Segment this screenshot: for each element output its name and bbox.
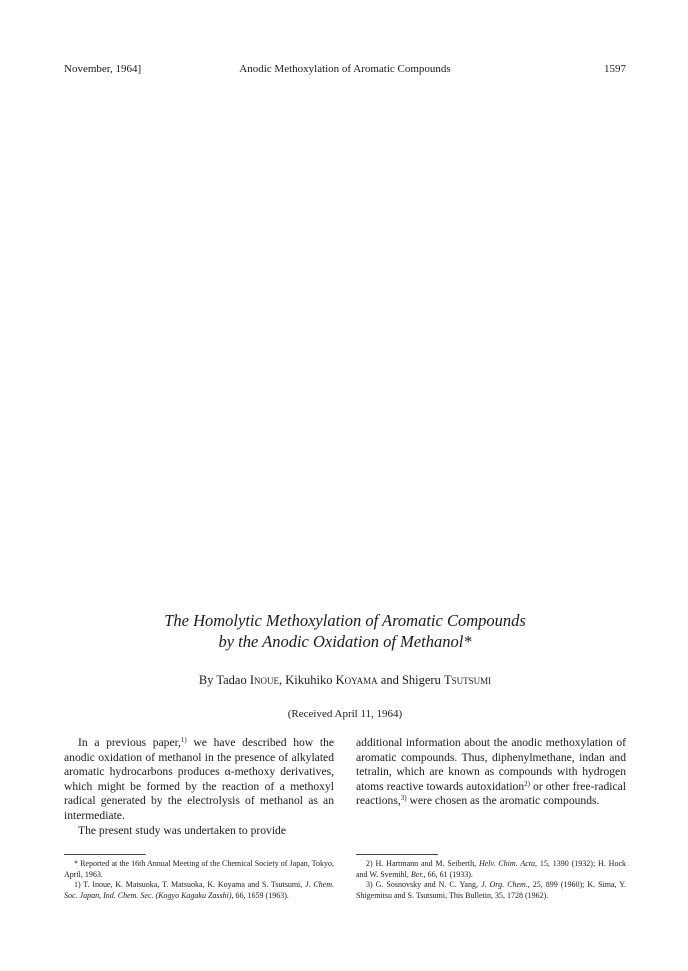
paragraph-2-continued	[356, 736, 626, 809]
footnote-3-text-b: , 25, 899 (1960); K. Sima, Y. Shigemitsu and S. Tsutsumi, This Bulletin, 35, 1728 (1962).	[356, 880, 626, 900]
paragraph-1-text-a: In a previous paper,	[78, 736, 181, 749]
paragraph-2: The present study was undertaken to provide	[78, 823, 286, 837]
header-date: November, 1964]	[64, 63, 142, 75]
author-3-surname: Tsutsumi	[443, 673, 492, 687]
footnote-2-journal-1: Helv. Chim. Acta	[478, 859, 536, 868]
title-line-1: The Homolytic Methoxylation of Aromatic Compounds	[164, 611, 526, 630]
footnote-rule-left	[64, 854, 146, 855]
footnote-2-text-c: , 66, 61 (1933).	[423, 869, 473, 879]
footnote-2-journal-2: Ber.	[410, 869, 424, 879]
footnote-1-journal: J. Chem. Soc. Japan, Ind. Chem. Sec. (Kogyo Kagaku Zasshi)	[64, 880, 334, 900]
footnote-3-journal: J. Org. Chem.	[480, 880, 528, 890]
footnote-2-text-a: 2) H. Hartmann and M. Seiberth,	[366, 859, 479, 868]
authors-by: By Tadao	[198, 673, 250, 687]
paragraph-2-text-c: were chosen as the aromatic compounds.	[406, 794, 600, 808]
footnote-rule-right	[356, 854, 438, 855]
citation-1: 1)	[180, 736, 187, 744]
footnote-3-text-a: 3) G. Sosnovsky and N. C. Yang,	[366, 880, 481, 890]
paragraph-1	[64, 736, 334, 824]
paragraph-2-text-b: or other free-radical reactions,	[356, 779, 626, 808]
authors-and: and Shigeru	[377, 673, 444, 687]
author-1-surname: Inoue	[249, 673, 280, 687]
paragraph-2-text-a: additional information about the anodic methoxylation of aromatic compounds. Thus, diphenylmethane, indan and tetralin, which are known as compounds with hydrogen atoms reactive towards autoxidation	[356, 736, 626, 793]
author-2-given: , Kikuhiko	[279, 673, 336, 687]
footnote-1-text-b: , 66, 1659 (1963).	[231, 890, 289, 900]
received-date: (Received April 11, 1964)	[287, 708, 403, 720]
footnote-1-text-a: 1) T. Inoue, K. Matsuoka, T. Matsuoka, K. Koyama and S. Tsutsumi,	[74, 880, 306, 890]
footnote-2	[356, 859, 626, 880]
footnote-3	[356, 880, 626, 901]
citation-3: 3)	[400, 794, 407, 803]
author-line	[64, 673, 626, 688]
citation-2: 2)	[524, 779, 530, 788]
title-line-2: by the Anodic Oxidation of Methanol*	[218, 632, 472, 651]
page-number: 1597	[604, 63, 626, 75]
article-title	[64, 610, 626, 652]
footnote-2-text-b: , 15, 1390 (1932); H. Hock and W. Svemihl,	[356, 859, 627, 879]
footnotes-right	[356, 859, 626, 901]
body-column-right	[356, 736, 626, 809]
header-running-title: Anodic Methoxylation of Aromatic Compounds	[239, 63, 451, 75]
footnotes-left	[64, 859, 334, 901]
author-2-surname: Koyama	[335, 673, 378, 687]
footnote-star: * Reported at the 16th Annual Meeting of the Chemical Society of Japan, Tokyo, April, 1963.	[64, 859, 334, 879]
running-header	[64, 63, 626, 79]
body-column-left	[64, 736, 334, 838]
paragraph-1-text-b: we have described how the anodic oxidation of methanol in the presence of alkylated aromatic hydrocarbons produces α-methoxy derivatives, which might be formed by the reaction of a methoxyl radical generated by the electrolysis of methanol as an intermediate.	[64, 736, 335, 822]
footnote-1	[64, 880, 334, 901]
